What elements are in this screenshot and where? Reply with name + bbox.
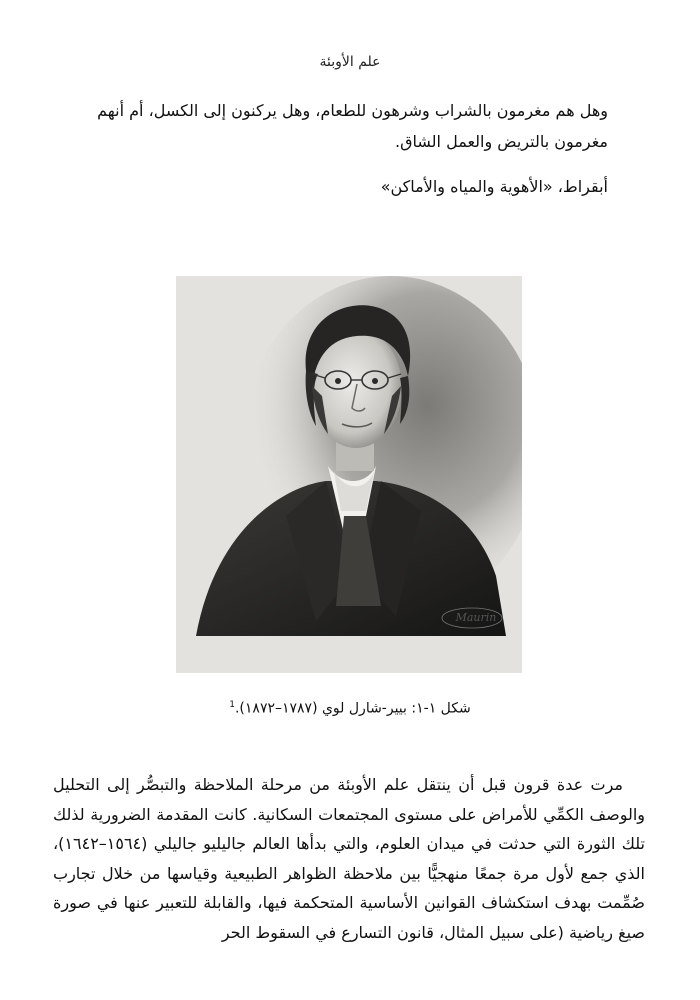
body-paragraph: مرت عدة قرون قبل أن ينتقل علم الأوبئة من مرحلة الملاحظة والتبصُّر إلى التحليل والوصف الكمِّي للأمراض على مستوى المجتمعات السكانية. كانت المقدمة الضرورية لذلك تلك الثورة التي حدثت في ميدان العلوم، والتي بدأها العالم جاليليو جاليلي (١٥٦٤–١٦٤٢)، الذي جمع لأول مرة جمعًا منهجيًّا بين ملاحظة الظواهر الطبيعية وقياسها من خلال تجارب صُمِّمت بهدف استكشاف القوانين الأساسية المتحكمة فيها، والقابلة للتعبير عنها في صورة صيغ رياضية (على سبيل المثال، قانون التسارع في السقوط الحر — [53, 775, 645, 942]
epigraph-quote: وهل هم مغرمون بالشراب وشرهون للطعام، وهل يركنون إلى الكسل، أم أنهم مغرمون بالتريض والعمل الشاق. — [97, 101, 608, 151]
portrait-engraving — [176, 276, 522, 673]
epigraph — [88, 95, 608, 202]
figure-caption — [0, 700, 700, 717]
artist-signature: Maurin — [455, 611, 497, 624]
footnote-marker: 1 — [229, 700, 235, 710]
body-text — [53, 770, 645, 947]
running-title: علم الأوبئة — [319, 54, 381, 70]
figure-caption-text: شكل ١-١: بيير-شارل لوي (١٧٨٧–١٨٧٢). — [234, 700, 471, 717]
portrait-figure — [176, 276, 522, 673]
epigraph-source: أبقراط، «الأهوية والمياه والأماكن» — [380, 177, 608, 196]
